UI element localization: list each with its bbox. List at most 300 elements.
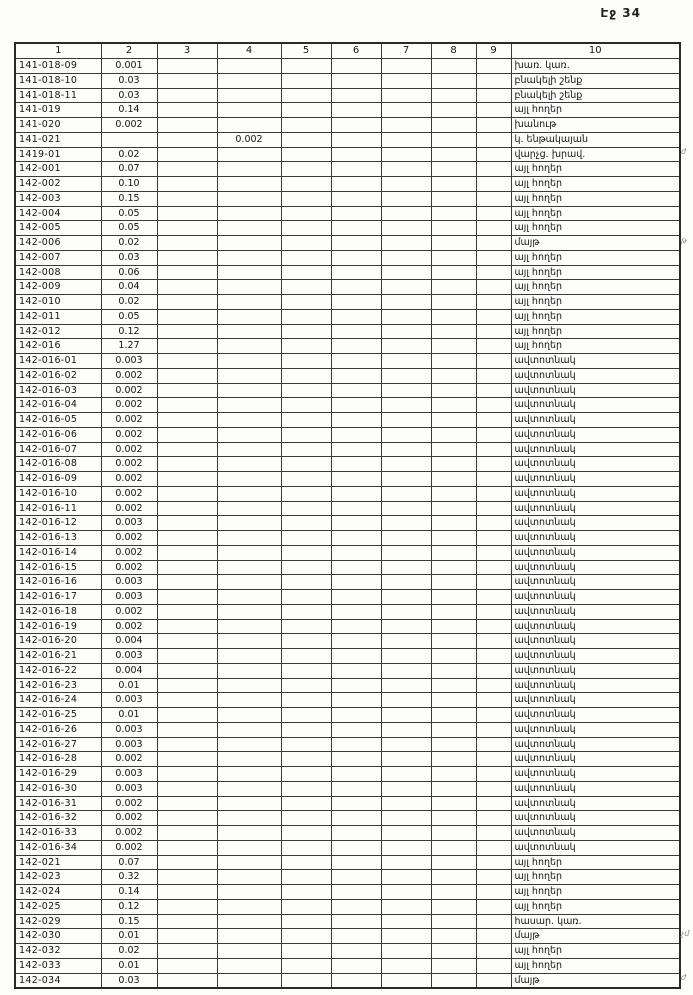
area-value-cell: 0.05 [101, 206, 157, 221]
empty-cell [331, 737, 381, 752]
empty-cell [281, 103, 331, 118]
empty-cell [431, 250, 476, 265]
empty-cell [217, 885, 281, 900]
empty-cell [217, 427, 281, 442]
parcel-code-cell: 142-016-03 [15, 383, 101, 398]
empty-cell [431, 958, 476, 973]
empty-cell [157, 177, 217, 192]
empty-cell [157, 295, 217, 310]
empty-cell [381, 619, 431, 634]
empty-cell [476, 516, 511, 531]
area-value-cell: 0.002 [101, 457, 157, 472]
table-row [15, 796, 680, 811]
description-cell: մայթ [511, 929, 680, 944]
description-cell: խառ. կառ. [511, 59, 680, 74]
empty-cell [476, 722, 511, 737]
empty-cell [476, 368, 511, 383]
empty-cell [381, 811, 431, 826]
description-cell: ավտոտնակ [511, 619, 680, 634]
description-cell: ավտոտնակ [511, 560, 680, 575]
empty-cell [476, 132, 511, 147]
description-cell: ավտոտնակ [511, 398, 680, 413]
empty-cell [476, 457, 511, 472]
description-cell: այլ հողեր [511, 885, 680, 900]
description-cell: այլ հողեր [511, 162, 680, 177]
description-cell: ավտոտնակ [511, 501, 680, 516]
empty-cell [281, 472, 331, 487]
empty-cell [331, 885, 381, 900]
empty-cell [331, 413, 381, 428]
parcel-code-cell: 141-021 [15, 132, 101, 147]
empty-cell [281, 604, 331, 619]
empty-cell [476, 427, 511, 442]
empty-cell [431, 885, 476, 900]
parcel-code-cell: 141-018-09 [15, 59, 101, 74]
parcel-code-cell: 142-016-24 [15, 693, 101, 708]
parcel-code-cell: 142-016-04 [15, 398, 101, 413]
empty-cell [431, 929, 476, 944]
table-body [15, 59, 680, 989]
description-cell: ավտոտնակ [511, 531, 680, 546]
parcel-code-cell: 142-029 [15, 914, 101, 929]
parcel-code-cell: 142-016-14 [15, 545, 101, 560]
column-header: 1 [15, 43, 101, 59]
description-cell: ավտոտնակ [511, 708, 680, 723]
empty-cell [281, 250, 331, 265]
description-cell: ավտոտնակ [511, 693, 680, 708]
empty-cell [157, 840, 217, 855]
empty-cell [331, 295, 381, 310]
parcel-code-cell: 142-016-32 [15, 811, 101, 826]
table-row [15, 88, 680, 103]
empty-cell [431, 191, 476, 206]
table-row [15, 442, 680, 457]
area-value-cell: 0.05 [101, 221, 157, 236]
empty-cell [476, 73, 511, 88]
empty-cell [331, 206, 381, 221]
area-value-cell: 0.002 [101, 811, 157, 826]
empty-cell [331, 59, 381, 74]
area-value-cell: 0.02 [101, 295, 157, 310]
empty-cell [476, 944, 511, 959]
parcel-code-cell: 141-020 [15, 118, 101, 133]
empty-cell [331, 147, 381, 162]
empty-cell [381, 88, 431, 103]
parcel-code-cell: 141-018-11 [15, 88, 101, 103]
empty-cell [281, 280, 331, 295]
empty-cell [331, 958, 381, 973]
land-register-table [14, 42, 681, 989]
empty-cell [157, 73, 217, 88]
empty-cell [381, 501, 431, 516]
empty-cell [331, 604, 381, 619]
empty-cell [157, 678, 217, 693]
empty-cell [331, 781, 381, 796]
empty-cell [281, 899, 331, 914]
table-row [15, 147, 680, 162]
empty-cell [217, 929, 281, 944]
empty-cell [331, 752, 381, 767]
empty-cell [217, 752, 281, 767]
empty-cell [381, 899, 431, 914]
description-cell: ավտոտնակ [511, 752, 680, 767]
empty-cell [331, 826, 381, 841]
empty-cell [217, 339, 281, 354]
empty-cell [476, 767, 511, 782]
empty-cell [476, 354, 511, 369]
table-row [15, 516, 680, 531]
empty-cell [157, 752, 217, 767]
empty-cell [157, 767, 217, 782]
parcel-code-cell: 142-016-19 [15, 619, 101, 634]
empty-cell [281, 796, 331, 811]
empty-cell [381, 767, 431, 782]
empty-cell [381, 929, 431, 944]
empty-cell [217, 722, 281, 737]
empty-cell [431, 59, 476, 74]
empty-cell [476, 855, 511, 870]
empty-cell [431, 973, 476, 988]
empty-cell [217, 354, 281, 369]
empty-cell [381, 383, 431, 398]
empty-cell [331, 221, 381, 236]
description-cell: ավտոտնակ [511, 781, 680, 796]
empty-cell [476, 472, 511, 487]
description-cell: հասար. կառ. [511, 914, 680, 929]
empty-cell [331, 590, 381, 605]
empty-cell [217, 73, 281, 88]
empty-cell [157, 236, 217, 251]
empty-cell [431, 531, 476, 546]
empty-cell [381, 663, 431, 678]
area-value-cell: 0.002 [101, 531, 157, 546]
empty-cell [476, 752, 511, 767]
empty-cell [281, 265, 331, 280]
empty-cell [431, 855, 476, 870]
table-row [15, 678, 680, 693]
empty-cell [476, 103, 511, 118]
empty-cell [476, 811, 511, 826]
empty-cell [381, 309, 431, 324]
description-cell: ավտոտնակ [511, 457, 680, 472]
table-row [15, 649, 680, 664]
empty-cell [217, 914, 281, 929]
table-row [15, 457, 680, 472]
table-row [15, 663, 680, 678]
empty-cell [157, 457, 217, 472]
empty-cell [281, 206, 331, 221]
empty-cell [476, 398, 511, 413]
empty-cell [476, 693, 511, 708]
empty-cell [157, 472, 217, 487]
description-cell: ավտոտնակ [511, 590, 680, 605]
area-value-cell: 0.32 [101, 870, 157, 885]
empty-cell [281, 973, 331, 988]
parcel-code-cell: 142-016-01 [15, 354, 101, 369]
empty-cell [331, 899, 381, 914]
table-row [15, 870, 680, 885]
parcel-code-cell: 142-016-33 [15, 826, 101, 841]
empty-cell [217, 368, 281, 383]
parcel-code-cell: 142-033 [15, 958, 101, 973]
empty-cell [331, 398, 381, 413]
description-cell: այլ հողեր [511, 944, 680, 959]
empty-cell [431, 206, 476, 221]
empty-cell [431, 73, 476, 88]
table-row [15, 604, 680, 619]
empty-cell [331, 914, 381, 929]
table-row [15, 545, 680, 560]
empty-cell [431, 604, 476, 619]
empty-cell [157, 383, 217, 398]
empty-cell [381, 236, 431, 251]
table-row [15, 958, 680, 973]
empty-cell [217, 501, 281, 516]
empty-cell [431, 899, 476, 914]
table-row [15, 855, 680, 870]
empty-cell [381, 221, 431, 236]
description-cell: ավտոտնակ [511, 796, 680, 811]
empty-cell [217, 693, 281, 708]
parcel-code-cell: 142-016-09 [15, 472, 101, 487]
empty-cell [281, 855, 331, 870]
empty-cell [217, 221, 281, 236]
area-value-cell: 0.002 [101, 604, 157, 619]
table-row [15, 191, 680, 206]
parcel-code-cell: 142-010 [15, 295, 101, 310]
description-cell: ավտոտնակ [511, 840, 680, 855]
parcel-code-cell: 142-008 [15, 265, 101, 280]
empty-cell [281, 177, 331, 192]
description-cell: ավտոտնակ [511, 427, 680, 442]
empty-cell [431, 826, 476, 841]
empty-cell [381, 59, 431, 74]
empty-cell [431, 737, 476, 752]
parcel-code-cell: 142-002 [15, 177, 101, 192]
table-row [15, 309, 680, 324]
empty-cell [431, 162, 476, 177]
empty-cell [476, 545, 511, 560]
empty-cell [217, 118, 281, 133]
empty-cell [331, 560, 381, 575]
empty-cell [157, 973, 217, 988]
empty-cell [217, 840, 281, 855]
empty-cell [157, 826, 217, 841]
handwritten-margin-mark: չմ [681, 929, 690, 938]
empty-cell [476, 958, 511, 973]
empty-cell [476, 486, 511, 501]
empty-cell [217, 560, 281, 575]
description-cell: բնակելի շենք [511, 73, 680, 88]
empty-cell [331, 870, 381, 885]
description-cell: խանութ [511, 118, 680, 133]
empty-cell [381, 206, 431, 221]
area-value-cell: 0.12 [101, 899, 157, 914]
empty-cell [157, 929, 217, 944]
empty-cell [281, 693, 331, 708]
empty-cell [281, 309, 331, 324]
empty-cell [381, 545, 431, 560]
empty-cell [281, 575, 331, 590]
area-value-cell: 0.002 [101, 413, 157, 428]
handwritten-margin-mark: թ [681, 236, 687, 245]
area-value-cell: 0.003 [101, 722, 157, 737]
empty-cell [381, 796, 431, 811]
table-row [15, 531, 680, 546]
empty-cell [331, 309, 381, 324]
table-row [15, 324, 680, 339]
empty-cell [281, 545, 331, 560]
empty-cell [431, 132, 476, 147]
empty-cell [431, 339, 476, 354]
empty-cell [431, 752, 476, 767]
empty-cell [431, 708, 476, 723]
empty-cell [217, 309, 281, 324]
empty-cell [157, 693, 217, 708]
table-row [15, 737, 680, 752]
table-row [15, 619, 680, 634]
empty-cell [431, 634, 476, 649]
area-value-cell: 0.07 [101, 162, 157, 177]
area-value-cell: 0.01 [101, 958, 157, 973]
empty-cell [331, 368, 381, 383]
empty-cell [157, 427, 217, 442]
empty-cell [381, 516, 431, 531]
description-cell: այլ հողեր [511, 206, 680, 221]
table-row [15, 752, 680, 767]
table-row [15, 826, 680, 841]
empty-cell [281, 486, 331, 501]
table-row [15, 634, 680, 649]
empty-cell [431, 575, 476, 590]
empty-cell [476, 191, 511, 206]
empty-cell [331, 103, 381, 118]
empty-cell [476, 250, 511, 265]
empty-cell [281, 501, 331, 516]
empty-cell [157, 619, 217, 634]
empty-cell [217, 147, 281, 162]
description-cell: ավտոտնակ [511, 826, 680, 841]
parcel-code-cell: 142-001 [15, 162, 101, 177]
empty-cell [281, 958, 331, 973]
parcel-code-cell: 142-007 [15, 250, 101, 265]
empty-cell [381, 295, 431, 310]
empty-cell [217, 177, 281, 192]
empty-cell [281, 147, 331, 162]
empty-cell [331, 265, 381, 280]
table-row [15, 590, 680, 605]
empty-cell [331, 929, 381, 944]
table-row [15, 383, 680, 398]
empty-cell [217, 280, 281, 295]
description-cell: այլ հողեր [511, 855, 680, 870]
empty-cell [331, 73, 381, 88]
column-header: 9 [476, 43, 511, 59]
empty-cell [431, 870, 476, 885]
empty-cell [331, 575, 381, 590]
empty-cell [217, 973, 281, 988]
empty-cell [217, 103, 281, 118]
empty-cell [381, 708, 431, 723]
empty-cell [381, 649, 431, 664]
parcel-code-cell: 142-003 [15, 191, 101, 206]
empty-cell [331, 722, 381, 737]
table-row [15, 840, 680, 855]
description-cell: մայթ [511, 236, 680, 251]
table-row [15, 693, 680, 708]
empty-cell [431, 265, 476, 280]
empty-cell [217, 295, 281, 310]
area-value-cell: 0.004 [101, 663, 157, 678]
parcel-code-cell: 142-016-08 [15, 457, 101, 472]
table-row [15, 899, 680, 914]
empty-cell [431, 486, 476, 501]
empty-cell [217, 870, 281, 885]
description-cell: ավտոտնակ [511, 368, 680, 383]
empty-cell [157, 958, 217, 973]
empty-cell [381, 693, 431, 708]
area-value-cell: 0.01 [101, 929, 157, 944]
empty-cell [217, 516, 281, 531]
empty-cell [281, 929, 331, 944]
table-row [15, 339, 680, 354]
empty-cell [381, 280, 431, 295]
parcel-code-cell: 142-016-17 [15, 590, 101, 605]
area-value-cell: 0.01 [101, 708, 157, 723]
empty-cell [217, 604, 281, 619]
column-header: 7 [381, 43, 431, 59]
description-cell: ավտոտնակ [511, 722, 680, 737]
empty-cell [157, 486, 217, 501]
description-cell: ավտոտնակ [511, 442, 680, 457]
empty-cell [217, 678, 281, 693]
table-row [15, 413, 680, 428]
empty-cell [157, 339, 217, 354]
column-header: 8 [431, 43, 476, 59]
empty-cell [281, 59, 331, 74]
empty-cell [381, 840, 431, 855]
description-cell: այլ հողեր [511, 177, 680, 192]
empty-cell [331, 383, 381, 398]
area-value-cell: 0.02 [101, 944, 157, 959]
table-row [15, 575, 680, 590]
empty-cell [476, 59, 511, 74]
empty-cell [381, 147, 431, 162]
empty-cell [381, 457, 431, 472]
parcel-code-cell: 142-016-02 [15, 368, 101, 383]
area-value-cell: 0.003 [101, 737, 157, 752]
empty-cell [157, 663, 217, 678]
description-cell: ավտոտնակ [511, 575, 680, 590]
area-value-cell: 0.003 [101, 649, 157, 664]
parcel-code-cell: 142-016-29 [15, 767, 101, 782]
empty-cell [281, 324, 331, 339]
description-cell: այլ հողեր [511, 899, 680, 914]
empty-cell [331, 354, 381, 369]
description-cell: այլ հողեր [511, 221, 680, 236]
empty-cell [281, 354, 331, 369]
description-cell: այլ հողեր [511, 958, 680, 973]
empty-cell [281, 944, 331, 959]
column-header: 6 [331, 43, 381, 59]
parcel-code-cell: 142-009 [15, 280, 101, 295]
empty-cell [157, 885, 217, 900]
empty-cell [217, 472, 281, 487]
empty-cell [476, 324, 511, 339]
empty-cell [331, 708, 381, 723]
table-row [15, 486, 680, 501]
empty-cell [331, 177, 381, 192]
